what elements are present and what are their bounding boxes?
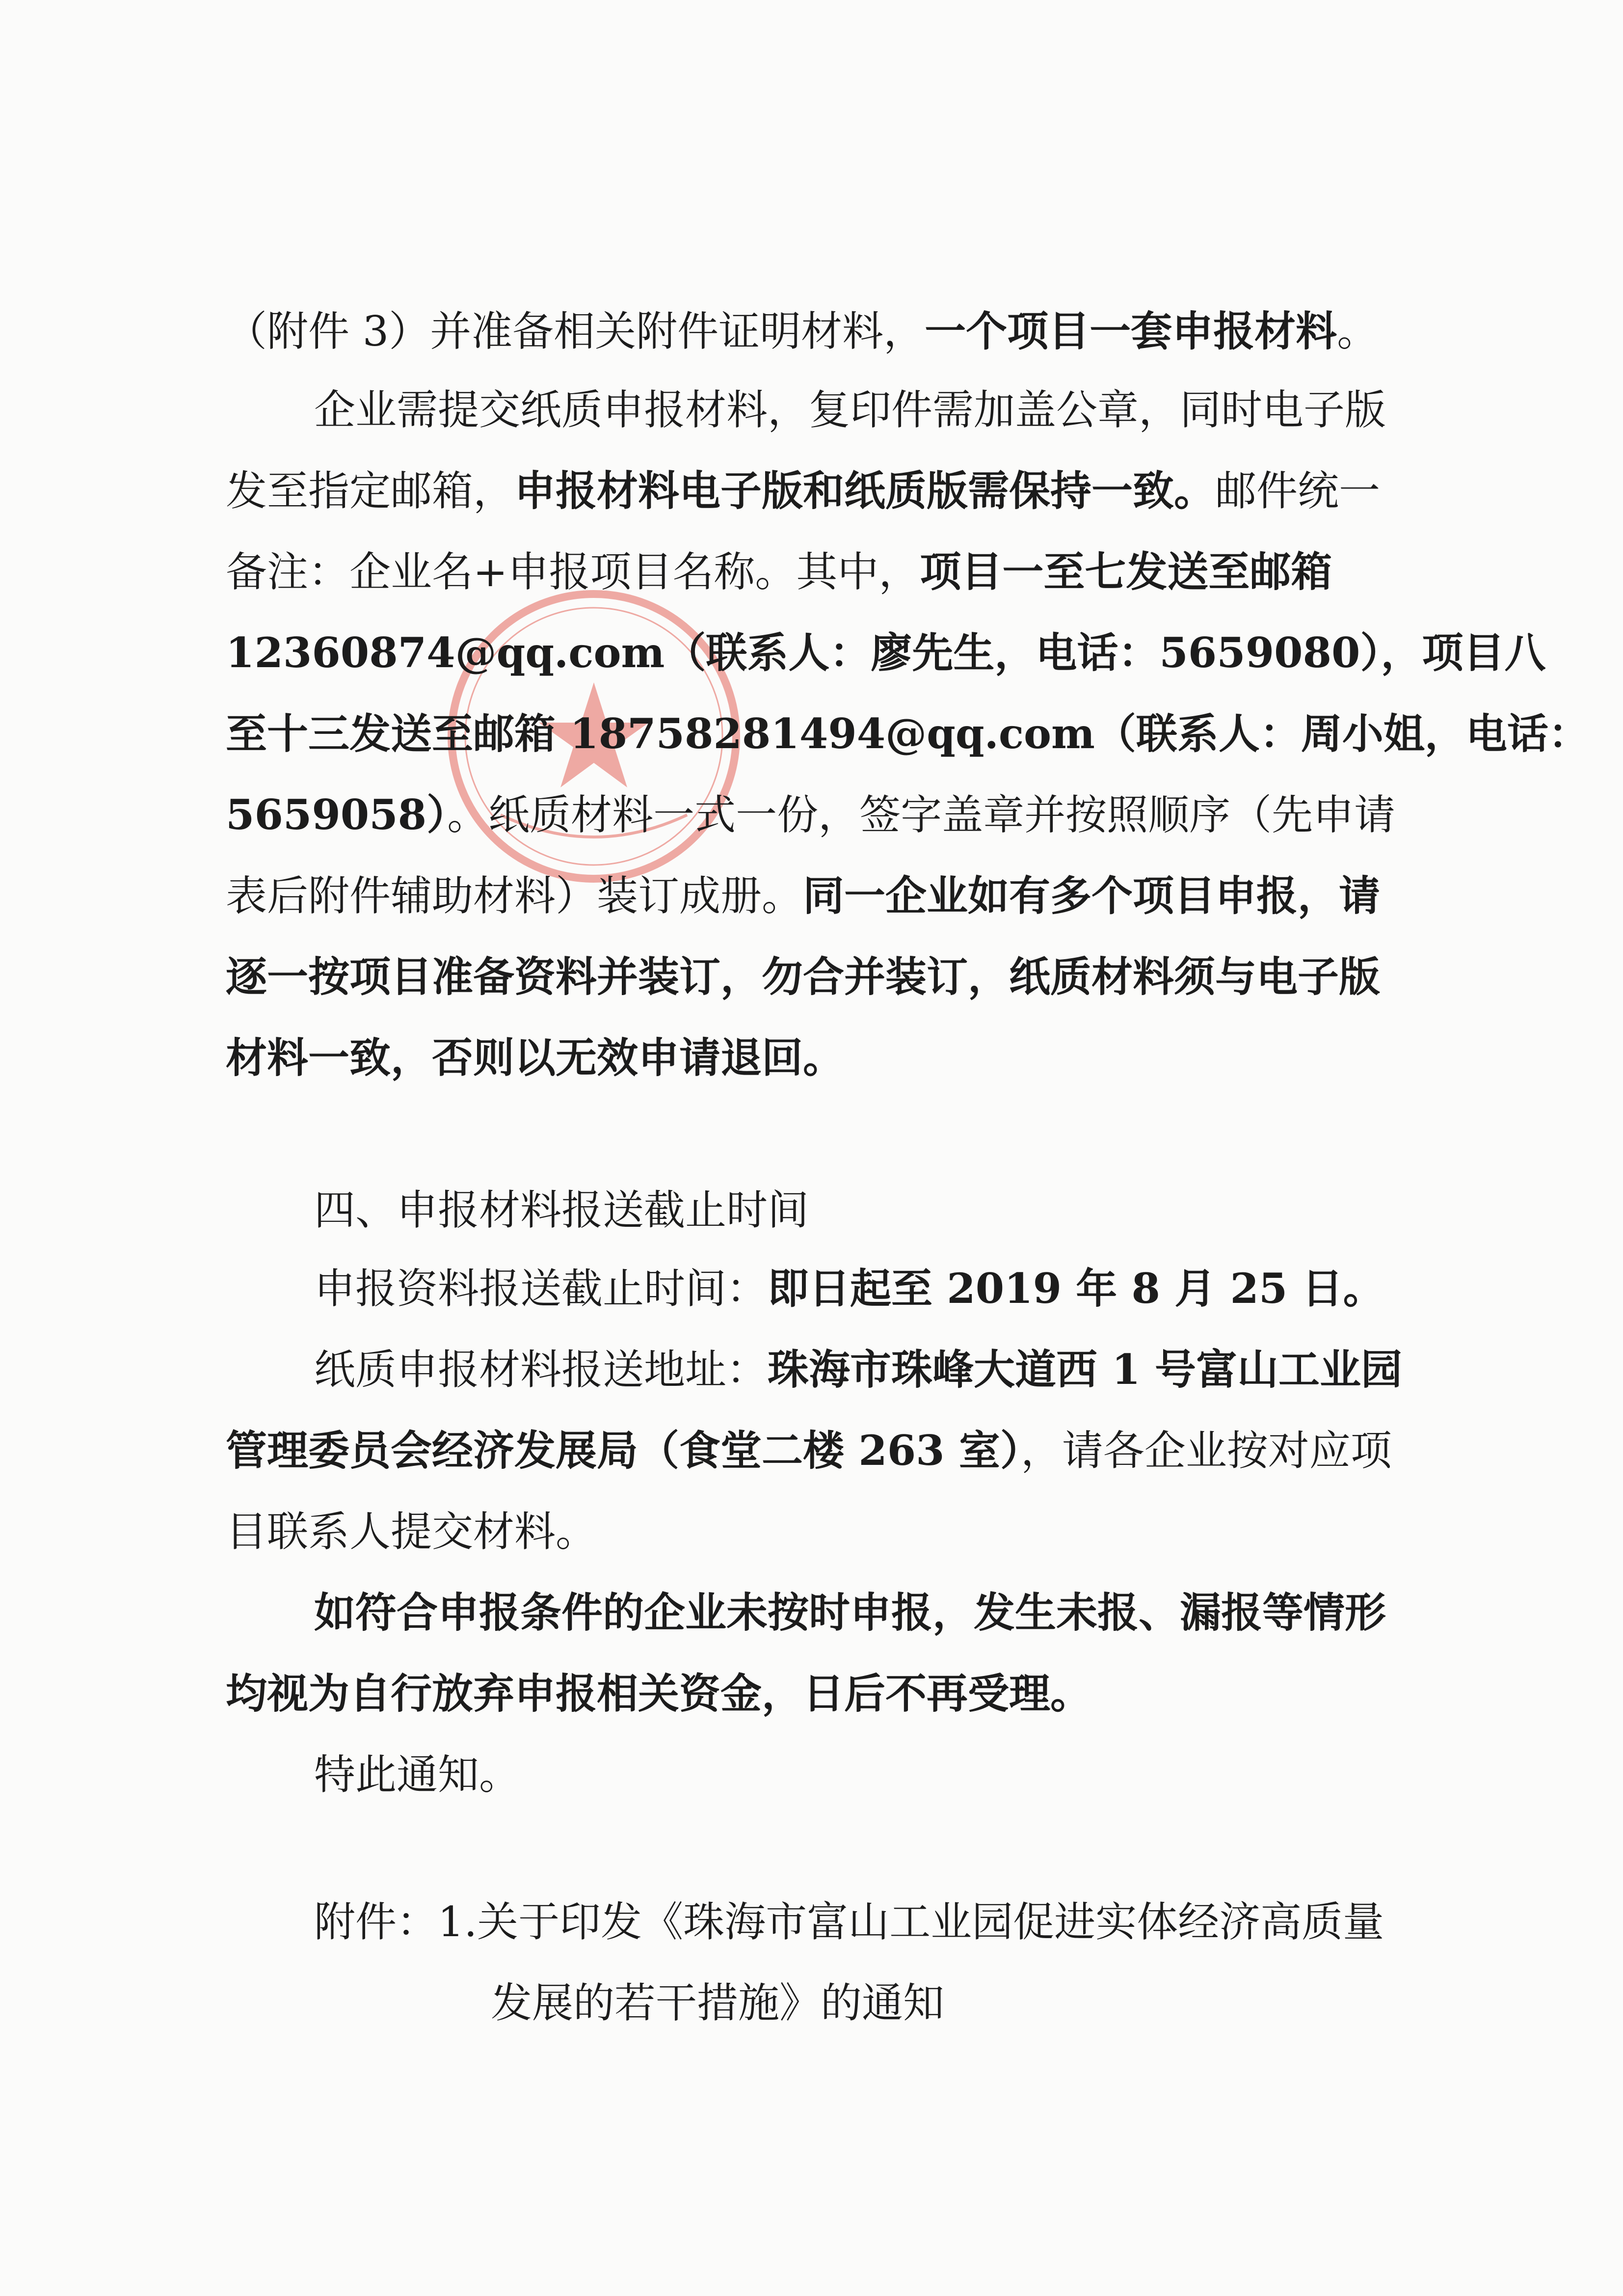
- text-line: 纸质申报材料报送地址：珠海市珠峰大道西 1 号富山工业园: [314, 1345, 1402, 1394]
- text-line: 5659058）。纸质材料一式一份，签字盖章并按照顺序（先申请: [226, 790, 1396, 839]
- attachment-line: 发展的若干措施》的通知: [491, 1979, 945, 2027]
- text-line: 至十三发送至邮箱 18758281494@qq.com（联系人：周小姐，电话：: [226, 709, 1590, 758]
- text-line: 发至指定邮箱，申报材料电子版和纸质版需保持一致。邮件统一: [226, 466, 1381, 515]
- text-line: 备注：企业名+申报项目名称。其中，项目一至七发送至邮箱: [226, 547, 1332, 596]
- text-line: 材料一致，否则以无效申请退回。: [226, 1033, 845, 1082]
- text-line: 目联系人提交材料。: [226, 1508, 597, 1556]
- text-line: 如符合申报条件的企业未按时申报，发生未报、漏报等情形: [314, 1588, 1386, 1637]
- section-heading: 四、申报材料报送截止时间: [314, 1186, 809, 1234]
- text-line: 申报资料报送截止时间：即日起至 2019 年 8 月 25 日。: [314, 1264, 1384, 1313]
- text-line: 均视为自行放弃申报相关资金，日后不再受理。: [226, 1669, 1092, 1718]
- text-line: 管理委员会经济发展局（食堂二楼 263 室），请各企业按对应项: [226, 1426, 1392, 1475]
- text-line: 逐一按项目准备资料并装订，勿合并装订，纸质材料须与电子版: [226, 952, 1381, 1001]
- text-line: （附件 3）并准备相关附件证明材料，一个项目一套申报材料。: [226, 307, 1379, 355]
- closing-text: 特此通知。: [314, 1751, 521, 1799]
- attachment-line: 附件：1.关于印发《珠海市富山工业园促进实体经济高质量: [314, 1898, 1384, 1946]
- text-line: 表后附件辅助材料）装订成册。同一企业如有多个项目申报，请: [226, 871, 1381, 920]
- text-line: 企业需提交纸质申报材料，复印件需加盖公章，同时电子版: [314, 386, 1386, 434]
- text-line: 12360874@qq.com（联系人：廖先生，电话：5659080），项目八: [226, 628, 1546, 677]
